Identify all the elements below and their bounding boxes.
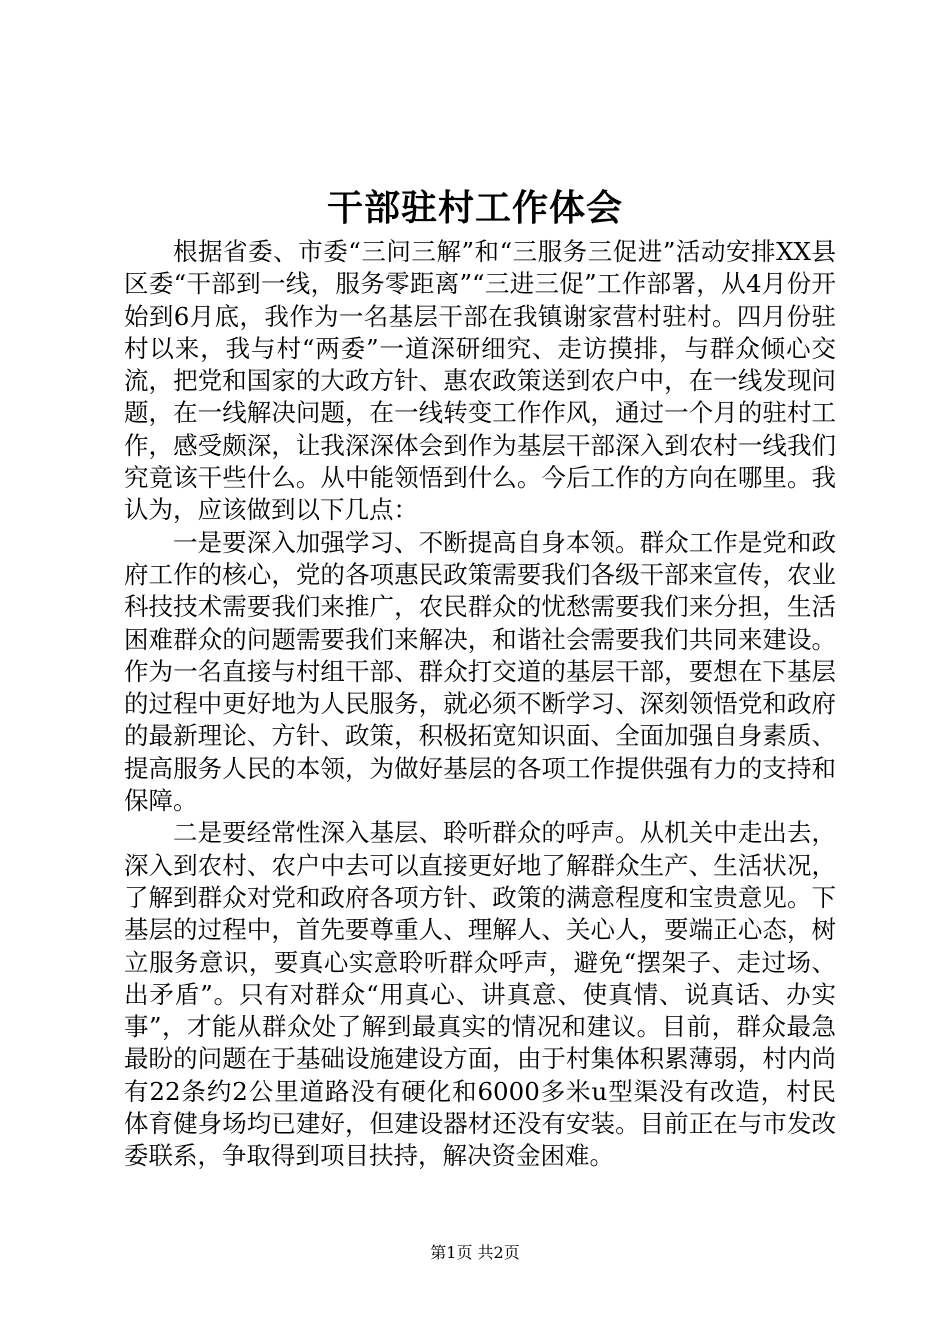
document-body [124,236,836,1173]
paragraph-point-one: 一是要深入加强学习、不断提高自身本领。群众工作是党和政府工作的核心，党的各项惠民政策需要我们各级干部来宣传，农业科技技术需要我们来推广，农民群众的忧愁需要我们来分担，生活困难群众的问题需要我们来解决，和谐社会需要我们共同来建设。作为一名直接与村组干部、群众打交道的基层干部，要想在下基层的过程中更好地为人民服务，就必须不断学习、深刻领悟党和政府的最新理论、方针、政策，积极拓宽知识面、全面加强自身素质、提高服务人民的本领，为做好基层的各项工作提供强有力的支持和保障。 [124,527,836,816]
page-footer: 第1页 共2页 [430,1243,520,1262]
document-title: 干部驻村工作体会 [326,187,623,229]
paragraph-point-two: 二是要经常性深入基层、聆听群众的呼声。从机关中走出去，深入到农村、农户中去可以直接更好地了解群众生产、生活状况，了解到群众对党和政府各项方针、政策的满意程度和宝贵意见。下基层的过程中，首先要尊重人、理解人、关心人，要端正心态，树立服务意识，要真心实意聆听群众呼声，避免“摆架子、走过场、出矛盾”。只有对群众“用真心、讲真意、使真情、说真话、办实事”，才能从群众处了解到最真实的情况和建议。目前，群众最急最盼的问题在于基础设施建设方面，由于村集体积累薄弱，村内尚有22条约2公里道路没有硬化和6000多米u型渠没有改造，村民体育健身场均已建好，但建设器材还没有安装。目前正在与市发改委联系，争取得到项目扶持，解决资金困难。 [124,818,836,1171]
paragraph-intro: 根据省委、市委“三问三解”和“三服务三促进”活动安排XX县区委“干部到一线，服务零距离”“三进三促”工作部署，从4月份开始到6月底，我作为一名基层干部在我镇谢家营村驻村。四月份驻村以来，我与村“两委”一道深研细究、走访摸排，与群众倾心交流，把党和国家的大政方针、惠农政策送到农户中，在一线发现问题，在一线解决问题，在一线转变工作作风，通过一个月的驻村工作，感受颇深，让我深深体会到作为基层干部深入到农村一线我们究竟该干些什么。从中能领悟到什么。今后工作的方向在哪里。我认为，应该做到以下几点： [124,237,836,525]
